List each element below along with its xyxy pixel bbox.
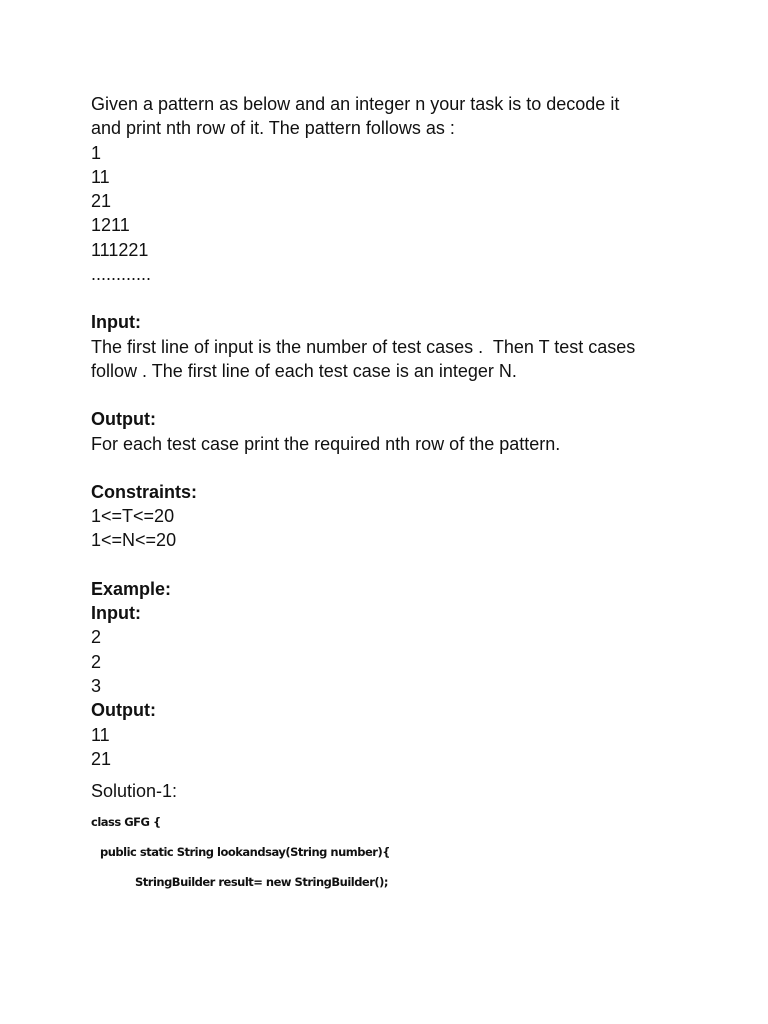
constraint-line: 1<=N<=20	[91, 530, 177, 551]
pattern-row: 11	[91, 166, 110, 187]
pattern-row: 1	[91, 142, 102, 163]
input-description-line-1: The first line of input is the number of test cases . Then T test cases	[91, 336, 636, 357]
code-line: StringBuilder result= new StringBuilder();	[135, 875, 389, 890]
example-input-line: 2	[91, 627, 102, 648]
spacer	[91, 553, 711, 577]
example-input-heading: Input:	[91, 603, 141, 624]
example-input-line: 3	[91, 675, 102, 696]
example-output-line: 11	[91, 724, 110, 745]
intro-line-1: Given a pattern as below and an integer n your task is to decode it	[91, 94, 620, 114]
spacer	[91, 286, 711, 310]
input-heading: Input:	[91, 312, 141, 333]
example-output-line: 21	[91, 748, 112, 769]
spacer	[91, 456, 711, 480]
pattern-row: 21	[91, 191, 112, 212]
intro-line-2: and print nth row of it. The pattern follows as :	[91, 118, 455, 139]
example-heading: Example:	[91, 578, 172, 599]
code-line: public static String lookandsay(String number){	[100, 845, 390, 860]
pattern-ellipsis: ............	[91, 264, 152, 285]
constraints-heading: Constraints:	[91, 481, 198, 502]
output-description: For each test case print the required nth row of the pattern.	[91, 433, 561, 454]
constraint-line: 1<=T<=20	[91, 506, 175, 527]
spacer	[91, 383, 711, 407]
example-output-heading: Output:	[91, 700, 156, 721]
example-input-line: 2	[91, 651, 102, 672]
input-description-line-2: follow . The first line of each test case is an integer N.	[91, 360, 517, 381]
pattern-row: 1211	[91, 215, 130, 236]
pattern-row: 111221	[91, 239, 149, 260]
solution-title: Solution-1:	[91, 781, 178, 802]
problem-statement	[91, 92, 711, 890]
output-heading: Output:	[91, 409, 156, 430]
code-line: class GFG {	[91, 815, 161, 830]
